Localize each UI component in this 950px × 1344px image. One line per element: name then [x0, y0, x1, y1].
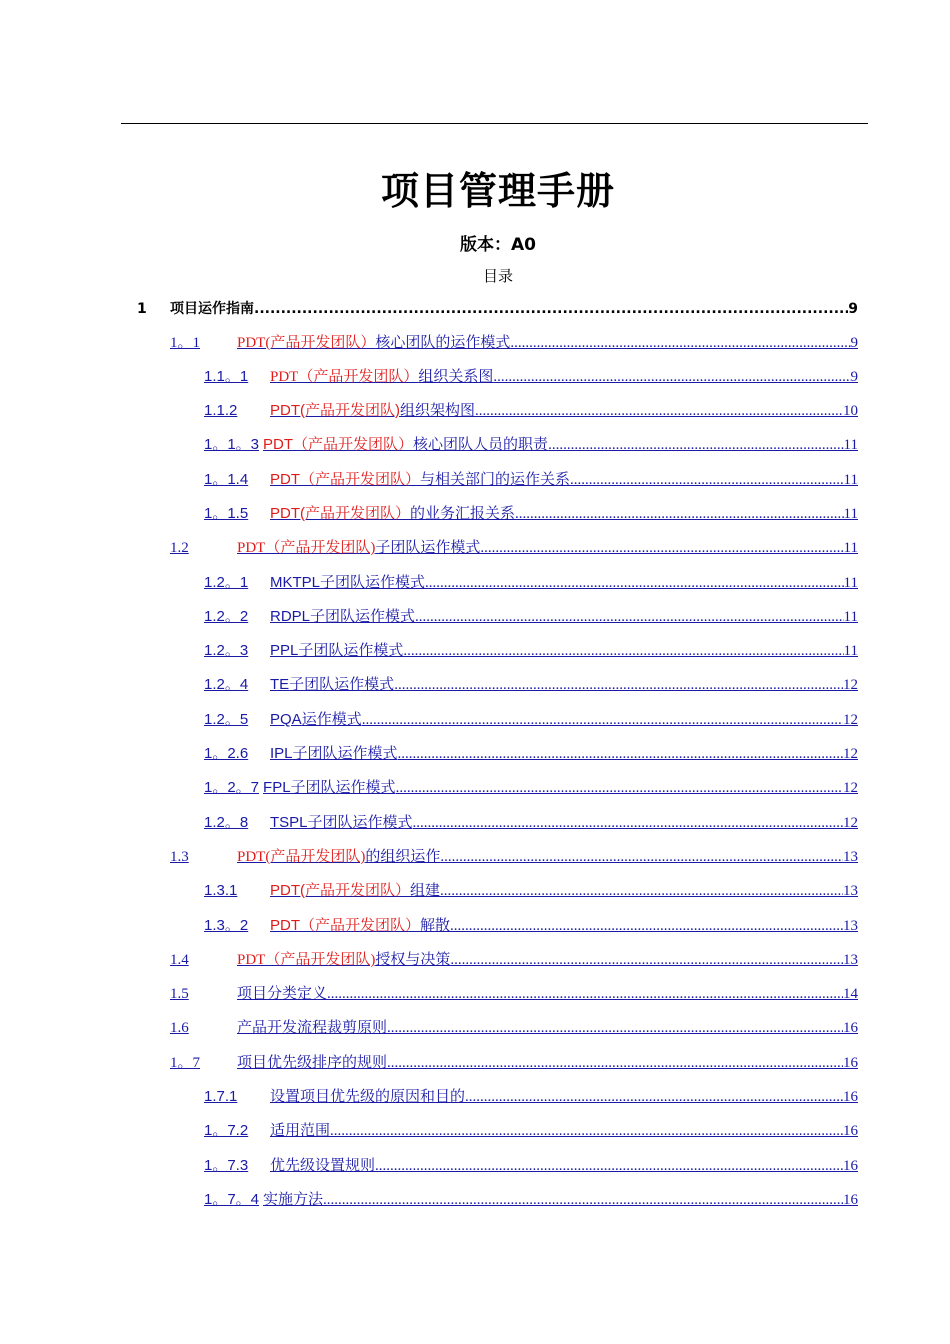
toc-label: 产品开发流程裁剪原则: [237, 1020, 388, 1036]
toc-number: 1。7.3: [204, 1157, 249, 1174]
toc-entry[interactable]: [170, 330, 858, 352]
toc-entry[interactable]: [204, 1153, 858, 1175]
toc-entry[interactable]: [204, 810, 858, 832]
toc-label: 与相关部门的运作关系: [420, 472, 571, 488]
toc-label-red: PDT（产品开发团队): [237, 952, 376, 968]
toc-number: 1。7: [170, 1055, 201, 1071]
toc-leader: [465, 1088, 843, 1106]
toc-page: 12: [843, 712, 858, 728]
toc-page: 13: [843, 849, 858, 865]
toc-label: 适用范围: [270, 1123, 331, 1139]
toc-label-prefix: TE: [270, 676, 290, 693]
toc-label-prefix: MKTPL: [270, 574, 321, 591]
toc-number: 1.2。1: [204, 574, 249, 591]
toc-label-red: PDT（产品开发团队）: [270, 917, 421, 934]
toc-leader: [327, 985, 843, 1003]
toc-leader: [396, 779, 843, 797]
toc-leader: [510, 334, 850, 352]
toc-page: 11: [843, 575, 858, 591]
toc-number: 1.3.1: [204, 882, 238, 899]
toc-leader: [475, 402, 843, 420]
toc-label: 项目优先级排序的规则: [237, 1055, 388, 1071]
toc-entry[interactable]: [204, 672, 858, 694]
toc-number: 1.1.2: [204, 402, 238, 419]
toc-entry[interactable]: [204, 878, 858, 900]
toc-leader: [362, 711, 843, 729]
toc-entry[interactable]: [204, 467, 858, 489]
toc-number: 1。1.5: [204, 505, 249, 522]
toc-leader: [548, 436, 843, 454]
toc-label: 解散: [420, 918, 451, 934]
toc-label-prefix: TSPL: [270, 814, 308, 831]
toc-label-prefix: IPL: [270, 745, 293, 762]
toc-entry[interactable]: [170, 844, 858, 866]
toc-label: 优先级设置规则: [270, 1158, 376, 1174]
toc-entry[interactable]: [204, 913, 858, 935]
toc-label: 实施方法: [263, 1192, 324, 1208]
toc-heading: 目录: [482, 267, 513, 285]
toc-leader: [450, 917, 843, 935]
toc-entry[interactable]: [204, 604, 858, 626]
toc-leader: [493, 368, 850, 386]
toc-entry[interactable]: [204, 1187, 858, 1209]
document-version: 版本：A0: [460, 235, 536, 255]
toc-number: 1.2。4: [204, 676, 249, 693]
toc-page: 16: [843, 1158, 858, 1174]
toc-leader: [413, 814, 843, 832]
toc-leader: [440, 882, 843, 900]
toc-number: 1.4: [170, 952, 189, 968]
toc-page: 12: [843, 780, 858, 796]
toc-page: 9: [850, 335, 858, 351]
toc-entry[interactable]: [204, 1118, 858, 1140]
toc-label: 设置项目优先级的原因和目的: [270, 1089, 466, 1105]
toc-leader: [387, 1054, 843, 1072]
toc-page: 16: [843, 1192, 858, 1208]
toc-page: 10: [843, 403, 858, 419]
toc-entry[interactable]: [170, 1015, 858, 1037]
toc-number: 1.7.1: [204, 1088, 238, 1105]
toc-page: 9: [848, 301, 858, 317]
toc-label: 子团队运作模式: [307, 815, 413, 831]
toc-label: 子团队运作模式: [290, 780, 396, 796]
toc-leader: [254, 300, 848, 318]
toc-page: 11: [843, 609, 858, 625]
toc-number: 1.2。8: [204, 814, 249, 831]
toc-number: 1。1: [170, 335, 201, 351]
toc-label: 的组织运作: [365, 849, 441, 865]
toc-number: 1。2。7: [204, 779, 260, 796]
toc-entry[interactable]: [204, 707, 858, 729]
toc-leader: [375, 1157, 843, 1175]
toc-page: 12: [843, 815, 858, 831]
toc-leader: [398, 745, 843, 763]
toc-entry[interactable]: [204, 741, 858, 763]
toc-page: 16: [843, 1055, 858, 1071]
toc-entry[interactable]: [137, 296, 858, 318]
toc-page: 13: [843, 918, 858, 934]
document-title: 项目管理手册: [380, 169, 615, 213]
toc-label-red: PDT（产品开发团队）: [270, 471, 421, 488]
toc-entry[interactable]: [170, 535, 858, 557]
toc-page: 11: [843, 437, 858, 453]
toc-leader: [330, 1122, 843, 1140]
toc-page: 12: [843, 677, 858, 693]
toc-label-prefix: PQA: [270, 711, 302, 728]
toc-number: 1。7。4: [204, 1191, 260, 1208]
toc-page: 13: [843, 883, 858, 899]
toc-label-red: PDT(产品开发团队): [270, 402, 400, 419]
toc-leader: [403, 642, 843, 660]
toc-page: 16: [843, 1089, 858, 1105]
toc-label: 子团队运作模式: [289, 677, 395, 693]
toc-label: 核心团队人员的职责: [413, 437, 549, 453]
toc-entry[interactable]: [204, 432, 858, 454]
toc-entry[interactable]: [204, 364, 858, 386]
toc-page: 11: [843, 540, 858, 556]
toc-entry[interactable]: [204, 638, 858, 660]
toc-number: 1.3。2: [204, 917, 249, 934]
toc-number: 1。1.4: [204, 471, 249, 488]
toc-label: 组建: [410, 883, 441, 899]
toc-label-red: PDT(产品开发团队）: [270, 505, 410, 522]
toc-page: 11: [843, 472, 858, 488]
toc-label: 子团队运作模式: [310, 609, 416, 625]
toc-number: 1.6: [170, 1020, 189, 1036]
toc-label-red: PDT(产品开发团队): [237, 849, 366, 865]
toc-entry[interactable]: [204, 501, 858, 523]
toc-leader: [440, 848, 843, 866]
toc-label-red: PDT（产品开发团队）: [270, 369, 419, 385]
toc-number: 1.5: [170, 986, 189, 1002]
toc-number: 1.2。3: [204, 642, 249, 659]
toc-page: 16: [843, 1123, 858, 1139]
toc-label: 子团队运作模式: [375, 540, 481, 556]
toc-leader: [387, 1019, 843, 1037]
toc-label: 子团队运作模式: [298, 643, 404, 659]
header-rule: [121, 123, 868, 124]
toc-entry[interactable]: [204, 398, 858, 420]
toc-label: 项目分类定义: [237, 986, 328, 1002]
toc-number: 1.3: [170, 849, 189, 865]
toc-page: 9: [850, 369, 858, 385]
toc-label-red: PDT(产品开发团队）: [270, 882, 410, 899]
toc-label: 组织架构图: [400, 403, 476, 419]
toc-number: 1: [137, 301, 147, 317]
toc-leader: [515, 505, 844, 523]
toc-label-red: PDT（产品开发团队）: [263, 436, 414, 453]
toc-number: 1。2.6: [204, 745, 249, 762]
toc-number: 1.2。5: [204, 711, 249, 728]
toc-number: 1。7.2: [204, 1122, 249, 1139]
toc-label: 组织关系图: [418, 369, 494, 385]
toc-entry[interactable]: [204, 1084, 858, 1106]
toc-entry[interactable]: [170, 1050, 858, 1072]
toc-label-prefix: FPL: [263, 779, 291, 796]
toc-label-prefix: PPL: [270, 642, 299, 659]
toc-leader: [425, 574, 844, 592]
toc-page: 11: [843, 506, 858, 522]
toc-leader: [480, 539, 843, 557]
toc-page: 16: [843, 1020, 858, 1036]
toc-entry[interactable]: [204, 570, 858, 592]
toc-label: 授权与决策: [375, 952, 451, 968]
toc-label: 核心团队的运作模式: [375, 335, 511, 351]
toc-entry[interactable]: [204, 775, 858, 797]
toc-page: 14: [843, 986, 858, 1002]
toc-label-red: PDT（产品开发团队): [237, 540, 376, 556]
toc-label: 子团队运作模式: [292, 746, 398, 762]
toc-leader: [570, 471, 844, 489]
toc-number: 1.2: [170, 540, 189, 556]
toc-leader: [323, 1191, 843, 1209]
toc-label: 子团队运作模式: [320, 575, 426, 591]
toc-entry[interactable]: [170, 947, 858, 969]
toc-label-red: PDT(产品开发团队）: [237, 335, 376, 351]
toc-number: 1。1。3: [204, 436, 260, 453]
toc-leader: [394, 676, 843, 694]
toc-label: 的业务汇报关系: [410, 506, 516, 522]
toc-label: 运作模式: [301, 712, 362, 728]
toc-number: 1.1。1: [204, 368, 249, 385]
toc-page: 12: [843, 746, 858, 762]
toc-leader: [450, 951, 843, 969]
toc-number: 1.2。2: [204, 608, 249, 625]
toc-entry[interactable]: [170, 981, 858, 1003]
toc-page: 13: [843, 952, 858, 968]
toc-label-prefix: RDPL: [270, 608, 311, 625]
toc-leader: [415, 608, 844, 626]
toc-label: 项目运作指南: [170, 301, 254, 317]
toc-page: 11: [843, 643, 858, 659]
